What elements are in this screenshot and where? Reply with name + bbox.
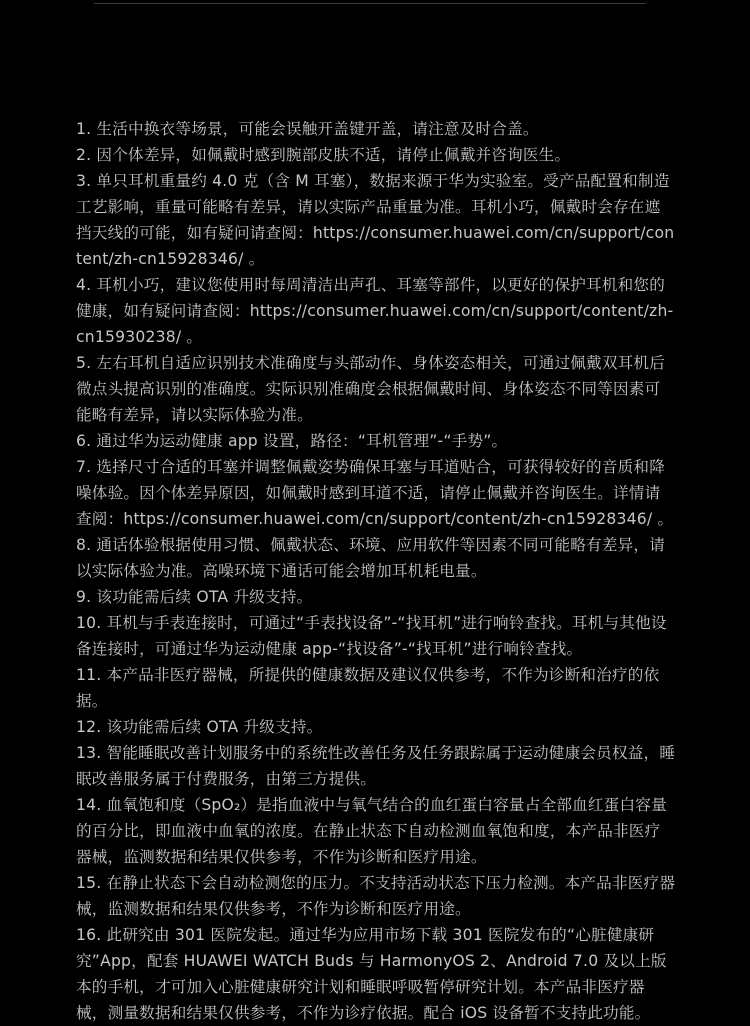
footnote-4: 4. 耳机小巧，建议您使用时每周清洁出声孔、耳塞等部件，以更好的保护耳机和您的健康，如有疑问请查阅：https://consumer.huawei.com/cn/support/content/zh-cn15930238/ 。 [76, 276, 674, 346]
footnotes-list [76, 116, 676, 1026]
footnote-16: 16. 此研究由 301 医院发起。通过华为应用市场下载 301 医院发布的“心脏健康研究”App，配套 HUAWEI WATCH Buds 与 HarmonyOS 2、Android 7.0 及以上版本的手机，才可加入心脏健康研究计划和睡眠呼吸暂停研究计划。本产品非医疗器械，测量数据和结果仅供参考，不作为诊疗依据。配合 iOS 设备暂不支持此功能。 [76, 926, 667, 1022]
footnote-14: 14. 血氧饱和度（SpO₂）是指血液中与氧气结合的血红蛋白容量占全部血红蛋白容量的百分比，即血液中血氧的浓度。在静止状态下自动检测血氧饱和度，本产品非医疗器械，监测数据和结果仅供参考，不作为诊断和医疗用途。 [76, 796, 667, 866]
top-divider [94, 3, 646, 4]
footnote-12: 12. 该功能需后续 OTA 升级支持。 [76, 718, 323, 736]
footnote-6: 6. 通过华为运动健康 app 设置，路径：“耳机管理”-“手势”。 [76, 432, 508, 450]
footnote-11: 11. 本产品非医疗器械，所提供的健康数据及建议仅供参考，不作为诊断和治疗的依据。 [76, 666, 660, 710]
footnote-15: 15. 在静止状态下会自动检测您的压力。不支持活动状态下压力检测。本产品非医疗器械，监测数据和结果仅供参考，不作为诊断和医疗用途。 [76, 874, 676, 918]
footnote-7: 7. 选择尺寸合适的耳塞并调整佩戴姿势确保耳塞与耳道贴合，可获得较好的音质和降噪体验。因个体差异原因，如佩戴时感到耳道不适，请停止佩戴并咨询医生。详情请查阅：https://consumer.huawei.com/cn/support/content/zh-cn15928346/ 。 [76, 458, 674, 528]
footnote-1: 1. 生活中换衣等场景，可能会误触开盖键开盖，请注意及时合盖。 [76, 120, 539, 138]
footnote-5: 5. 左右耳机自适应识别技术准确度与头部动作、身体姿态相关，可通过佩戴双耳机后微点头提高识别的准确度。实际识别准确度会根据佩戴时间、身体姿态不同等因素可能略有差异，请以实际体验为准。 [76, 354, 666, 424]
footnote-8: 8. 通话体验根据使用习惯、佩戴状态、环境、应用软件等因素不同可能略有差异，请以实际体验为准。高噪环境下通话可能会增加耳机耗电量。 [76, 536, 666, 580]
footnote-2: 2. 因个体差异，如佩戴时感到腕部皮肤不适，请停止佩戴并咨询医生。 [76, 146, 571, 164]
footnote-9: 9. 该功能需后续 OTA 升级支持。 [76, 588, 313, 606]
footnote-13: 13. 智能睡眠改善计划服务中的系统性改善任务及任务跟踪属于运动健康会员权益，睡眠改善服务属于付费服务，由第三方提供。 [76, 744, 676, 788]
footnote-3: 3. 单只耳机重量约 4.0 克（含 M 耳塞），数据来源于华为实验室。受产品配置和制造工艺影响，重量可能略有差异，请以实际产品重量为准。耳机小巧，佩戴时会存在遮挡天线的可能，如有疑问请查阅：https://consumer.huawei.com/cn/support/content/zh-cn15928346/ 。 [76, 172, 675, 268]
footnote-10: 10. 耳机与手表连接时，可通过“手表找设备”-“找耳机”进行响铃查找。耳机与其他设备连接时，可通过华为运动健康 app-“找设备”-“找耳机”进行响铃查找。 [76, 614, 667, 658]
